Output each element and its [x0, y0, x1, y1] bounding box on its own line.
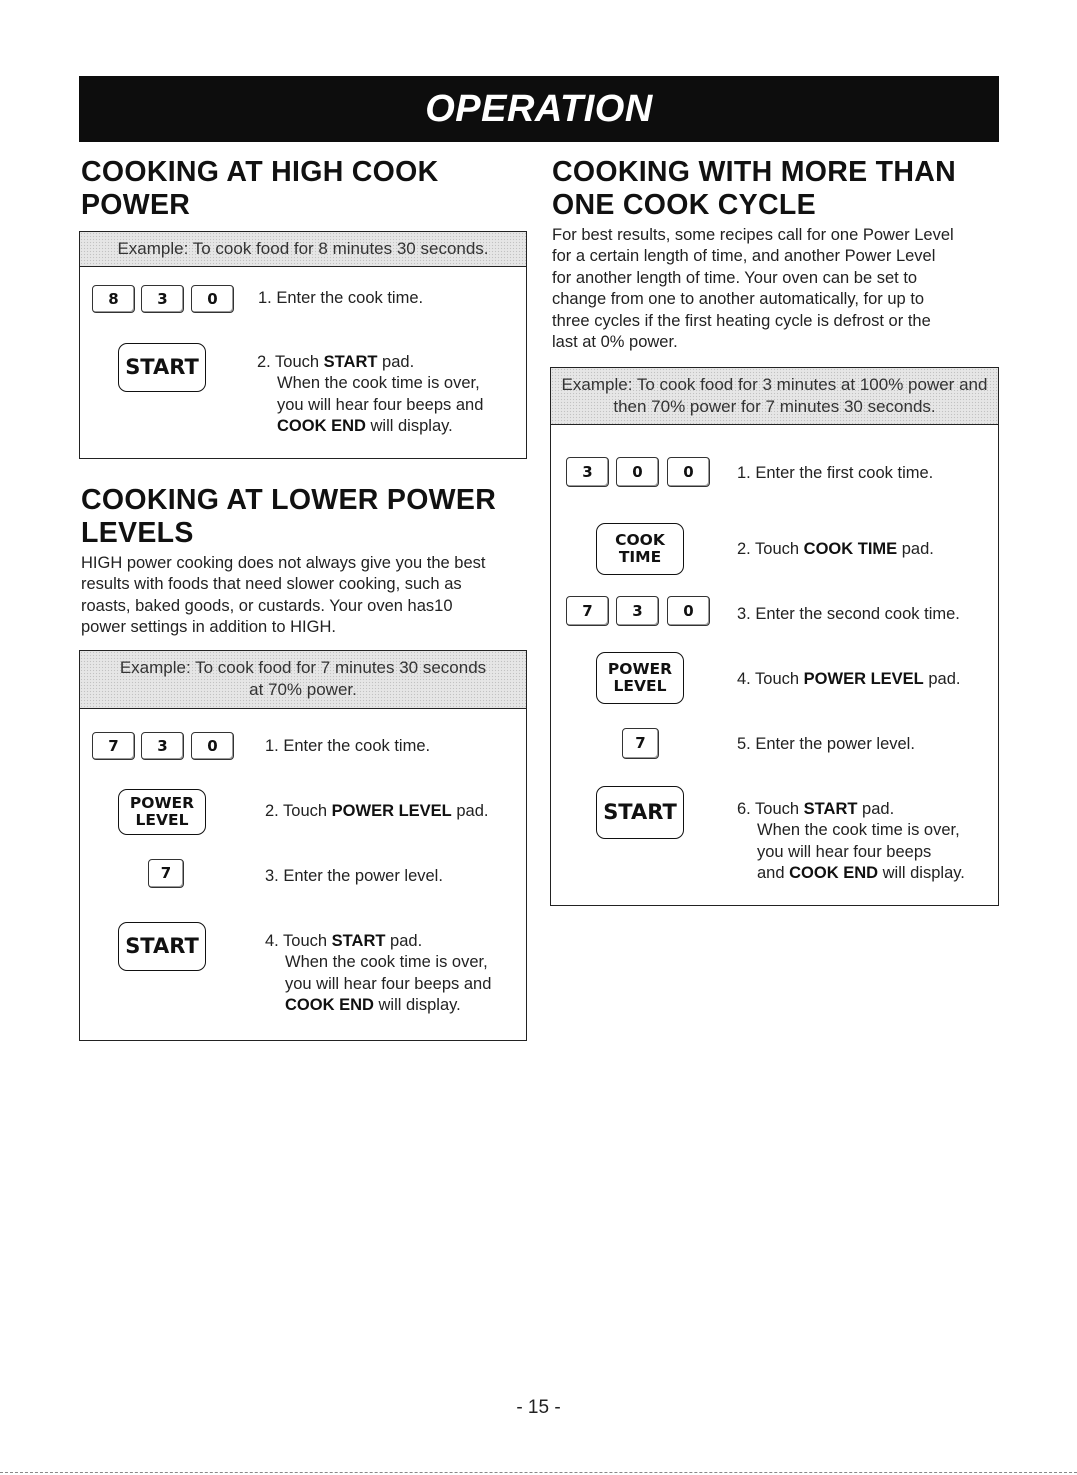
example-banner	[551, 368, 998, 425]
example-banner: Example: To cook food for 8 minutes 30 seconds.	[80, 232, 526, 267]
section-heading-high-power	[81, 156, 439, 222]
intro-line: last at 0% power.	[552, 333, 678, 352]
number-key-7[interactable]: 7	[622, 728, 659, 759]
step-text-line	[257, 416, 483, 437]
operation-banner: OPERATION	[79, 76, 999, 142]
start-pad[interactable]: START	[118, 343, 206, 392]
section-heading-multi-cycle	[552, 156, 956, 222]
intro-line: HIGH power cooking does not always give you the best	[81, 554, 486, 572]
step-bold-text: COOK END	[789, 864, 879, 883]
step-bold-text: COOK TIME	[803, 540, 898, 558]
number-key-3[interactable]: 3	[616, 596, 659, 626]
step-text: 6. Touch	[737, 800, 804, 818]
intro-line: three cycles if the first heating cycle is defrost or the	[552, 311, 931, 330]
step-text: will display.	[878, 864, 965, 883]
example-banner	[80, 651, 526, 709]
step-enter-second-cook-time: 3. Enter the second cook time.	[737, 605, 960, 623]
step-text-line	[737, 863, 965, 884]
number-key-0[interactable]: 0	[667, 596, 710, 626]
step-bold-text: START	[323, 353, 378, 371]
start-pad[interactable]: START	[596, 786, 684, 839]
step-touch-start	[737, 799, 965, 885]
step-text: 2. Touch	[737, 540, 804, 558]
step-text: When the cook time is over,	[757, 821, 960, 840]
step-text: pad.	[857, 800, 895, 818]
intro-lower-power	[81, 553, 485, 639]
step-text: When the cook time is over,	[285, 953, 488, 972]
number-key-0[interactable]: 0	[191, 732, 234, 760]
step-text: pad.	[897, 540, 934, 558]
intro-line: For best results, some recipes call for one Power Level	[552, 226, 954, 244]
intro-line: for a certain length of time, and another Power Level	[552, 247, 936, 266]
step-bold-text: START	[331, 932, 386, 950]
page-number: - 15 -	[516, 1397, 561, 1418]
step-text: 2. Touch	[257, 353, 324, 371]
step-text: you will hear four beeps and	[285, 974, 492, 993]
number-key-3[interactable]: 3	[566, 457, 609, 487]
number-key-3[interactable]: 3	[141, 732, 184, 760]
pad-label-line: POWER	[129, 794, 195, 812]
step-enter-cook-time: 1. Enter the cook time.	[265, 737, 431, 755]
section-heading-lower-power	[81, 484, 496, 550]
step-text: you will hear four beeps	[757, 842, 932, 861]
number-key-8[interactable]: 8	[92, 285, 135, 313]
power-level-pad[interactable]	[118, 789, 206, 835]
step-text-line	[265, 995, 491, 1016]
intro-line: for another length of time. Your oven can be set to	[552, 268, 918, 287]
pad-label-line: LEVEL	[613, 677, 667, 695]
step-enter-cook-time: 1. Enter the cook time.	[258, 289, 424, 307]
heading-line: ONE COOK CYCLE	[552, 189, 816, 221]
heading-line: COOKING AT HIGH COOK	[81, 156, 439, 188]
intro-multi-cycle	[552, 225, 954, 353]
step-bold-text: POWER LEVEL	[331, 802, 452, 820]
power-level-pad[interactable]	[596, 652, 684, 704]
heading-line: COOKING AT LOWER POWER	[81, 484, 497, 516]
number-key-3[interactable]: 3	[141, 285, 184, 313]
heading-line: LEVELS	[81, 517, 194, 549]
heading-line: COOKING WITH MORE THAN	[552, 156, 956, 188]
cook-time-pad[interactable]	[596, 523, 684, 575]
pad-label-line: COOK	[615, 531, 665, 549]
number-key-0[interactable]: 0	[667, 457, 710, 487]
step-text: and	[757, 864, 790, 883]
step-text: 4. Touch	[265, 932, 332, 950]
step-text: When the cook time is over,	[277, 374, 480, 393]
step-text: will display.	[373, 996, 461, 1015]
step-bold-text: COOK END	[285, 996, 374, 1015]
step-text: you will hear four beeps and	[277, 395, 484, 414]
step-text: 4. Touch	[737, 670, 804, 688]
step-bold-text: START	[803, 800, 858, 818]
pad-label-line: POWER	[607, 660, 673, 678]
step-touch-start	[265, 931, 491, 1017]
step-touch-power-level	[737, 669, 960, 690]
heading-line: POWER	[81, 189, 191, 221]
step-bold-text: COOK END	[277, 417, 366, 436]
example-line: Example: To cook food for 7 minutes 30 seconds	[119, 658, 487, 677]
step-text: will display.	[365, 417, 453, 436]
step-text: pad.	[385, 932, 423, 950]
step-bold-text: POWER LEVEL	[803, 670, 924, 688]
bottom-rule	[0, 1472, 1077, 1473]
step-text: pad.	[451, 802, 489, 820]
start-pad[interactable]: START	[118, 922, 206, 971]
number-key-7[interactable]: 7	[148, 859, 184, 888]
step-text: pad.	[923, 670, 961, 688]
step-touch-cook-time	[737, 539, 934, 560]
number-key-7[interactable]: 7	[566, 596, 609, 626]
example-line: at 70% power.	[249, 680, 357, 699]
intro-line: change from one to another automatically, for up to	[552, 290, 925, 309]
step-touch-start	[257, 352, 483, 438]
step-enter-power-level: 3. Enter the power level.	[265, 867, 443, 885]
number-key-7[interactable]: 7	[92, 732, 135, 760]
step-touch-power-level	[265, 801, 488, 822]
pad-label-line: TIME	[618, 548, 662, 566]
example-line: Example: To cook food for 3 minutes at 100% power and	[561, 375, 988, 394]
step-text: pad.	[377, 353, 415, 371]
step-enter-first-cook-time: 1. Enter the first cook time.	[737, 464, 934, 482]
intro-line: results with foods that need slower cooking, such as	[81, 575, 462, 594]
number-key-0[interactable]: 0	[191, 285, 234, 313]
intro-line: roasts, baked goods, or custards. Your oven has10	[81, 596, 453, 615]
example-line: then 70% power for 7 minutes 30 seconds.	[613, 397, 936, 416]
intro-line: power settings in addition to HIGH.	[81, 618, 336, 637]
step-text: 2. Touch	[265, 802, 332, 820]
number-key-0[interactable]: 0	[616, 457, 659, 487]
step-enter-power-level: 5. Enter the power level.	[737, 735, 915, 753]
pad-label-line: LEVEL	[135, 811, 189, 829]
